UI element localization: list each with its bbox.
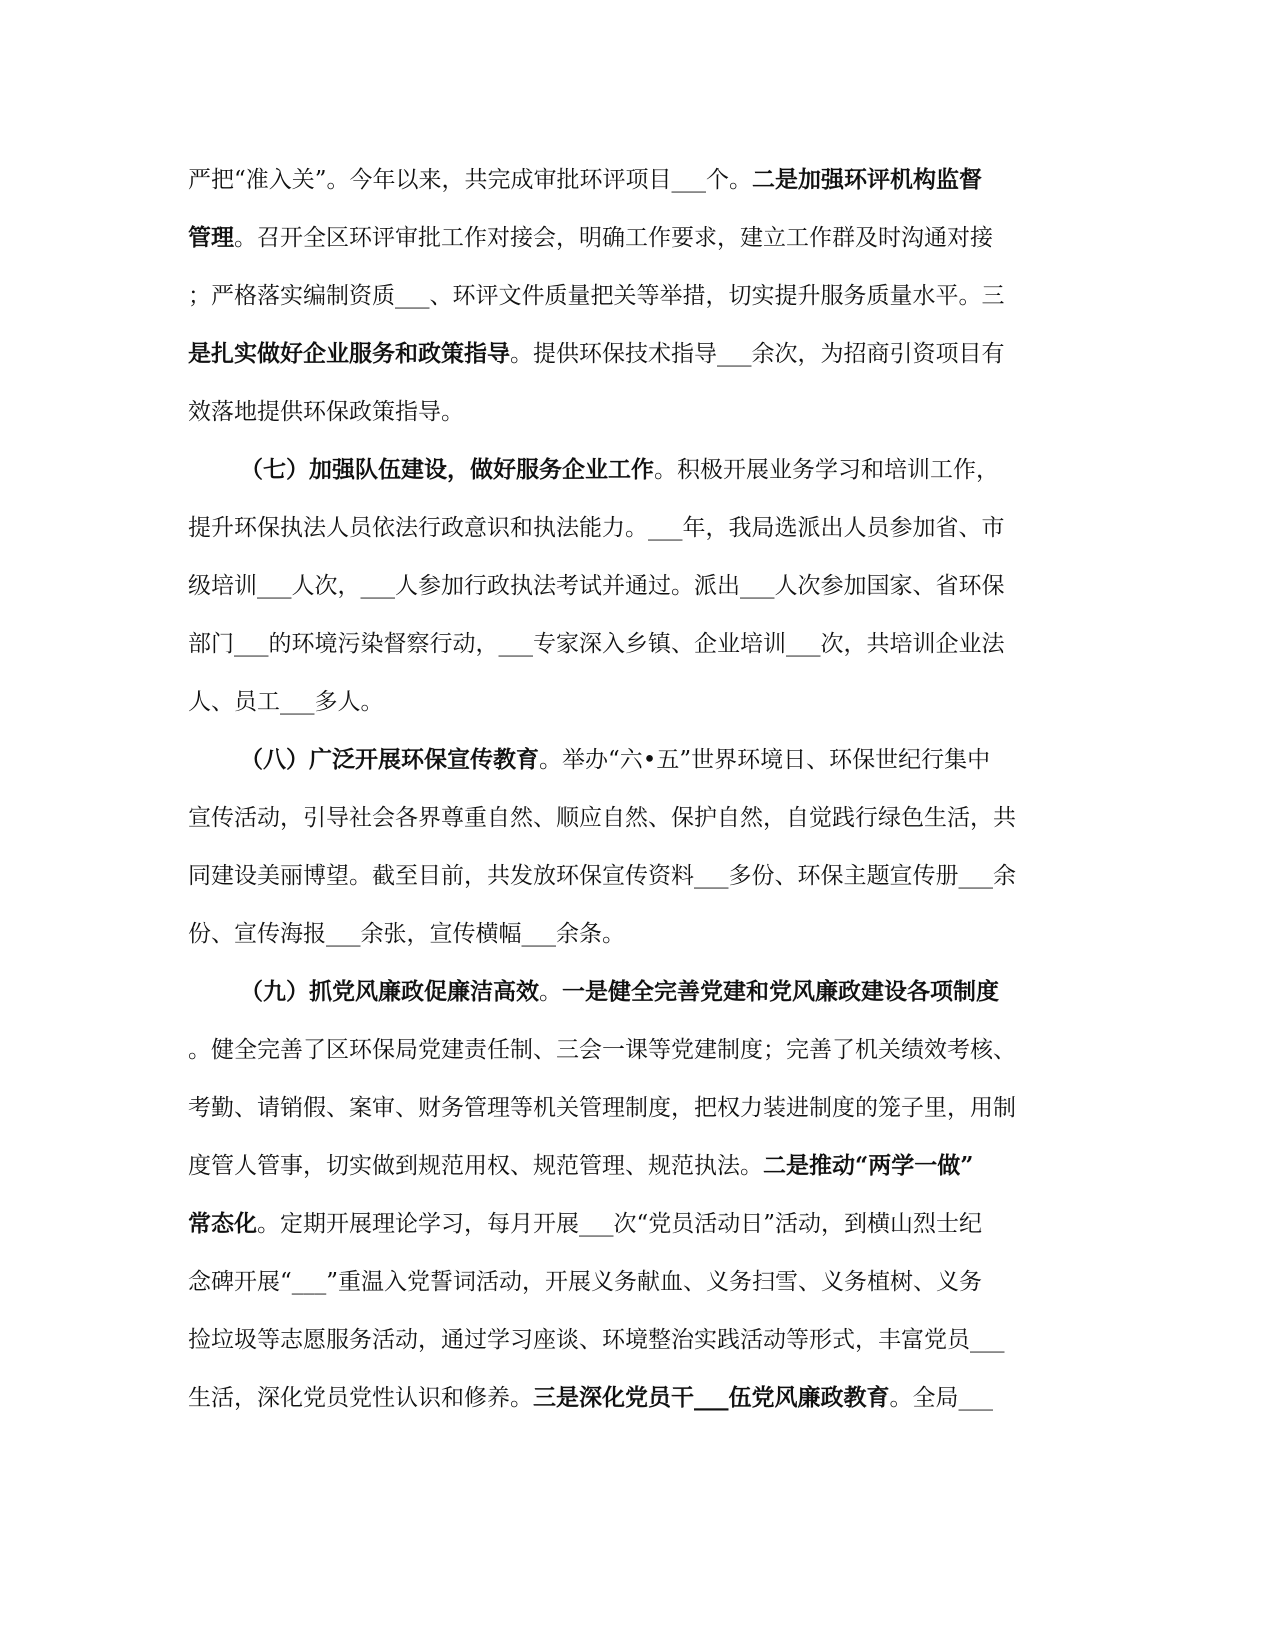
paragraph-env-publicity: [188, 742, 1088, 974]
text-run: 宣传活动，引导社会各界尊重自然、顺应自然、保护自然，自觉践行绿色生活，共: [188, 805, 1016, 831]
text-run: 。积极开展业务学习和培训工作，: [654, 457, 999, 483]
text-run: 生活，深化党员党性认识和修养。: [188, 1385, 533, 1411]
text-line: [188, 1090, 1088, 1148]
text-line: [188, 162, 1088, 220]
text-run: 。提供环保技术指导___余次，为招商引资项目有: [510, 341, 1005, 367]
text-line: [188, 800, 1088, 858]
text-line: [188, 684, 1088, 742]
text-run-bold: 常态化: [188, 1210, 257, 1237]
text-run-bold: 是扎实做好企业服务和政策指导: [188, 340, 510, 367]
body-text: [188, 162, 1088, 1438]
text-run: 。定期开展理论学习，每月开展___次“党员活动日”活动，到横山烈士纪: [257, 1211, 983, 1237]
text-run: 。召开全区环评审批工作对接会，明确工作要求，建立工作群及时沟通对接: [234, 225, 993, 251]
text-line: [188, 916, 1088, 974]
text-line: [188, 510, 1088, 568]
paragraph-env-assessment: [188, 162, 1088, 452]
text-run: 。全局___: [889, 1385, 993, 1411]
text-line: [188, 1380, 1088, 1438]
text-run: 念碑开展“___”重温入党誓词活动，开展义务献血、义务扫雪、义务植树、义务: [188, 1269, 983, 1295]
text-run-bold: 管理: [188, 224, 234, 251]
text-line: [188, 742, 1088, 800]
text-run: 。: [539, 979, 562, 1005]
text-line: [188, 1264, 1088, 1322]
section-heading-7: （七）加强队伍建设，做好服务企业工作: [240, 456, 654, 483]
text-line: [188, 858, 1088, 916]
text-run: ；严格落实编制资质___、环评文件质量把关等举措，切实提升服务质量水平。三: [188, 283, 1005, 309]
text-run: 严把“准入关”。今年以来，共完成审批环评项目___个。: [188, 167, 753, 193]
text-run-bold: 一是健全完善党建和党风廉政建设各项制度: [562, 978, 999, 1005]
text-run: 级培训___人次，___人参加行政执法考试并通过。派出___人次参加国家、省环保: [188, 573, 1005, 599]
text-run-bold: 二是加强环评机构监督: [752, 166, 983, 193]
text-run: 份、宣传海报___余张，宣传横幅___余条。: [188, 921, 625, 947]
text-line: [188, 626, 1088, 684]
text-run: 。健全完善了区环保局党建责任制、三会一课等党建制度；完善了机关绩效考核、: [188, 1037, 1016, 1063]
text-run: 效落地提供环保政策指导。: [188, 399, 464, 425]
text-run: 人、员工___多人。: [188, 689, 384, 715]
text-line: [188, 568, 1088, 626]
text-line: [188, 394, 1088, 452]
text-line: [188, 974, 1088, 1032]
text-run: 捡垃圾等志愿服务活动，通过学习座谈、环境整治实践活动等形式，丰富党员___: [188, 1327, 1005, 1353]
text-run: 同建设美丽博望。截至目前，共发放环保宣传资料___多份、环保主题宣传册___余: [188, 863, 1016, 889]
text-line: [188, 1032, 1088, 1090]
text-run: 度管人管事，切实做到规范用权、规范管理、规范执法。: [188, 1153, 763, 1179]
text-run-bold: 二是推动“两学一做”: [763, 1152, 974, 1179]
text-line: [188, 1148, 1088, 1206]
text-line: [188, 336, 1088, 394]
text-line: [188, 1322, 1088, 1380]
paragraph-party-integrity: [188, 974, 1088, 1438]
section-heading-8: （八）广泛开展环保宣传教育: [240, 746, 539, 773]
section-heading-9: （九）抓党风廉政促廉洁高效: [240, 978, 539, 1005]
text-run: 。举办“六•五”世界环境日、环保世纪行集中: [539, 747, 991, 773]
text-line: [188, 452, 1088, 510]
text-run: 部门___的环境污染督察行动，___专家深入乡镇、企业培训___次，共培训企业法: [188, 631, 1005, 657]
text-line: [188, 220, 1088, 278]
text-run: 考勤、请销假、案审、财务管理等机关管理制度，把权力装进制度的笼子里，用制: [188, 1095, 1016, 1121]
text-line: [188, 1206, 1088, 1264]
text-run: 提升环保执法人员依法行政意识和执法能力。___年，我局选派出人员参加省、市: [188, 515, 1005, 541]
text-run-bold: 三是深化党员干___伍党风廉政教育: [533, 1384, 890, 1411]
text-line: [188, 278, 1088, 336]
paragraph-team-building: [188, 452, 1088, 742]
